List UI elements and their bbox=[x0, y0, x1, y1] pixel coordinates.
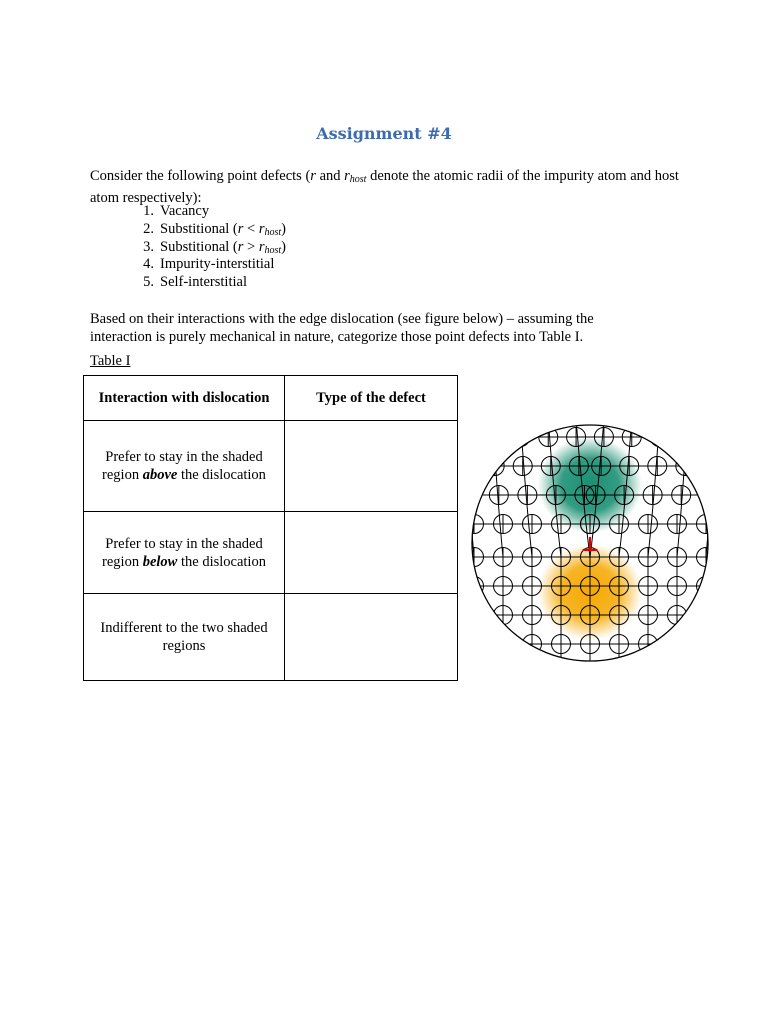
table-cell-answer[interactable] bbox=[285, 421, 458, 512]
instruction-paragraph: Based on their interactions with the edge dislocation (see figure below) – assuming the interaction is purely mechanical in nature, categorize those point defects into Table I. bbox=[90, 311, 594, 345]
atom bbox=[697, 635, 716, 654]
column-header-interaction: Interaction with dislocation bbox=[84, 376, 285, 421]
atom bbox=[470, 457, 476, 476]
atom bbox=[470, 428, 474, 447]
atom bbox=[706, 428, 715, 447]
table-row bbox=[84, 594, 458, 681]
atom bbox=[678, 428, 697, 447]
defect-table bbox=[83, 375, 458, 681]
table-cell-interaction: Prefer to stay in the shaded region below the dislocation bbox=[84, 512, 285, 594]
dislocation-symbol: ⊥ bbox=[580, 532, 600, 556]
list-item: 3. Substitional $(r > r_{host})$ bbox=[143, 238, 287, 256]
atom bbox=[470, 606, 484, 625]
atom bbox=[470, 486, 480, 505]
table-row bbox=[84, 512, 458, 594]
table-cell-answer[interactable] bbox=[285, 594, 458, 681]
lattice-plane bbox=[677, 420, 687, 557]
atom bbox=[494, 635, 513, 654]
atom bbox=[470, 635, 484, 654]
table-cell-interaction: Prefer to stay in the shaded region above the dislocation bbox=[84, 421, 285, 512]
intro-paragraph: Consider the following point defects (r and $r_{host}$ denote the atomic radii of the impurity atom and host atom respectively): bbox=[90, 168, 679, 206]
lattice-plane bbox=[493, 420, 503, 557]
defect-list bbox=[90, 203, 286, 292]
edge-dislocation-figure bbox=[470, 420, 715, 670]
list-item: 1. Vacancy bbox=[143, 203, 210, 219]
list-item: 2. Substitional $(r < r_{host})$ bbox=[143, 220, 287, 238]
page-title: Assignment #4 bbox=[316, 124, 452, 143]
atom bbox=[697, 606, 716, 625]
atom bbox=[668, 635, 687, 654]
table-cell-answer[interactable] bbox=[285, 512, 458, 594]
column-header-defect-type: Type of the defect bbox=[285, 376, 458, 421]
atom bbox=[704, 457, 715, 476]
table-row bbox=[84, 421, 458, 512]
table-cell-interaction: Indifferent to the two shaded regions bbox=[84, 594, 285, 681]
table-caption: Table I bbox=[90, 353, 131, 369]
atom bbox=[700, 486, 715, 505]
list-item: 5. Self-interstitial bbox=[143, 274, 247, 291]
list-item: 4. Impurity-interstitial bbox=[143, 256, 275, 273]
table-header-row bbox=[84, 376, 458, 421]
atom bbox=[483, 428, 502, 447]
